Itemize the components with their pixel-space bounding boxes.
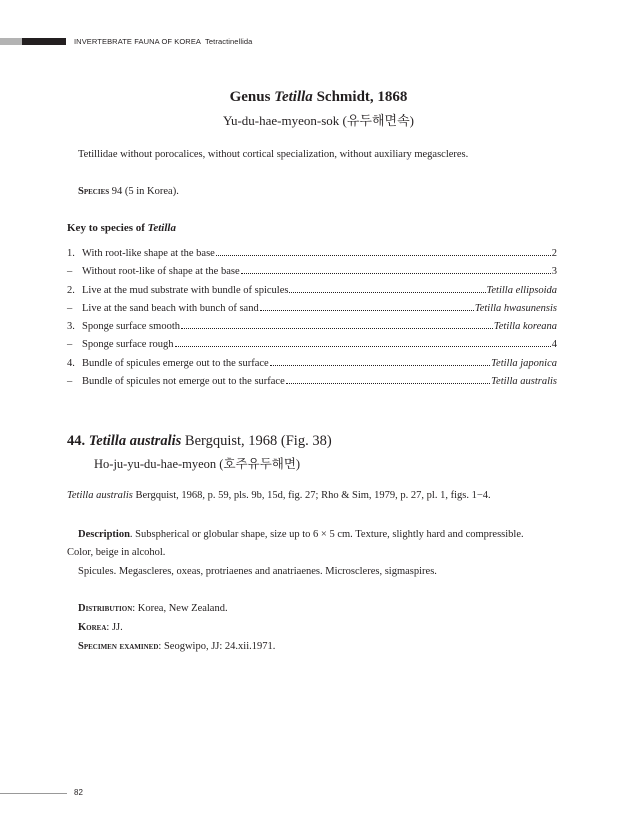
key-row-text: Bundle of spicules emerge out to the surface [82, 357, 269, 369]
species-count [78, 186, 179, 197]
key-list [67, 248, 557, 394]
key-row-result: 2 [551, 248, 557, 259]
key-row [67, 248, 557, 266]
korea-locality [78, 622, 123, 633]
key-row-number: – [67, 266, 73, 278]
specimen-examined [78, 641, 275, 652]
species-count-label: Species [78, 186, 110, 197]
key-row-result: Tetilla ellipsoida [486, 284, 557, 296]
key-title [67, 222, 176, 234]
key-row-number: 3. [67, 321, 75, 333]
key-row-text: Sponge surface smooth [82, 321, 180, 333]
species-figure-ref: (Fig. 38) [277, 433, 332, 449]
key-row [67, 285, 557, 303]
key-row-result: Tetilla hwasunensis [474, 302, 557, 314]
key-title-prefix: Key to species of [67, 222, 148, 234]
species-author: Bergquist, 1968 [181, 433, 278, 449]
key-row-result: 4 [551, 339, 557, 351]
species-count-value: 94 (5 in Korea). [109, 186, 179, 197]
specimen-text: : Seogwipo, JJ: 24.xii.1971. [158, 641, 276, 652]
species-name: Tetilla australis [88, 433, 182, 449]
key-row-text: Live at the sand beach with bunch of sand [82, 302, 259, 314]
specimen-label: Specimen examined [78, 641, 159, 652]
description-label: Description [78, 529, 130, 540]
genus-korean-name: Yu-du-hae-myeon-sok (유두해면속) [223, 113, 414, 128]
description-line-2: Color, beige in alcohol. [67, 547, 166, 558]
header-series: INVERTEBRATE FAUNA OF KOREA [74, 37, 202, 46]
genus-diagnosis: Tetillidae without porocalices, without cortical specialization, without auxiliary megascleres. [78, 149, 469, 160]
key-row-leader [260, 310, 474, 311]
key-row-number: 2. [67, 284, 75, 296]
key-row-number: 1. [67, 248, 75, 259]
key-row [67, 321, 557, 339]
key-row-number: 4. [67, 357, 75, 369]
key-row [67, 376, 557, 394]
distribution-text: : Korea, New Zealand. [132, 603, 228, 614]
key-row-leader [216, 255, 551, 256]
header-volume: Tetractinellida [205, 37, 253, 46]
key-row [67, 339, 557, 357]
distribution [78, 603, 228, 614]
running-header [74, 37, 252, 46]
footer-rule [0, 793, 67, 794]
key-row-leader [286, 383, 490, 384]
citation-text: Bergquist, 1968, p. 59, pls. 9b, 15d, fig. 27; Rho & Sim, 1979, p. 27, pl. 1, figs. 1−4. [132, 490, 491, 501]
spicules-text: Spicules. Megascleres, oxeas, protriaenes and anatriaenes. Microscleres, sigmaspires. [78, 566, 437, 577]
distribution-label: Distribution [78, 603, 133, 614]
key-row-text: With root-like shape at the base [82, 248, 215, 259]
citation-name: Tetilla australis [67, 490, 133, 501]
genus-title [0, 89, 637, 106]
species-korean-name: Ho-ju-yu-du-hae-myeon (호주유두해면) [94, 457, 301, 471]
description-text: . Subspherical or globular shape, size up to 6 × 5 cm. Texture, slightly hard and compressible. [129, 529, 524, 540]
key-row [67, 358, 557, 376]
key-row-leader [181, 328, 493, 329]
genus-author: Schmidt, 1868 [312, 89, 408, 105]
key-row-result: Tetilla australis [491, 376, 557, 388]
species-number: 44. [67, 433, 86, 449]
key-row-result: Tetilla japonica [491, 357, 557, 369]
key-row-leader [241, 273, 551, 274]
key-row-text: Bundle of spicules not emerge out to the surface [82, 376, 285, 388]
key-row-leader [289, 292, 485, 293]
key-row-leader [175, 346, 551, 347]
key-row-number: – [67, 376, 73, 388]
page-number: 82 [74, 788, 83, 797]
key-row-text: Without root-like of shape at the base [82, 266, 240, 278]
key-title-genus: Tetilla [147, 222, 176, 234]
species-citation [67, 490, 491, 501]
key-row [67, 303, 557, 321]
header-bar-gray [0, 38, 22, 45]
species-title [67, 433, 332, 450]
key-row-result: 3 [551, 266, 557, 278]
key-row-text: Live at the mud substrate with bundle of spicules [82, 284, 289, 296]
genus-prefix: Genus [229, 89, 275, 105]
key-row-number: – [67, 339, 73, 351]
korea-label: Korea [78, 622, 107, 633]
key-row-leader [270, 365, 490, 366]
korea-text: : JJ. [106, 622, 123, 633]
key-row-result: Tetilla koreana [493, 321, 557, 333]
genus-name: Tetilla [274, 89, 313, 105]
description-line-1 [78, 529, 524, 540]
key-row [67, 266, 557, 284]
key-row-number: – [67, 302, 73, 314]
key-row-text: Sponge surface rough [82, 339, 174, 351]
header-bar-black [22, 38, 66, 45]
